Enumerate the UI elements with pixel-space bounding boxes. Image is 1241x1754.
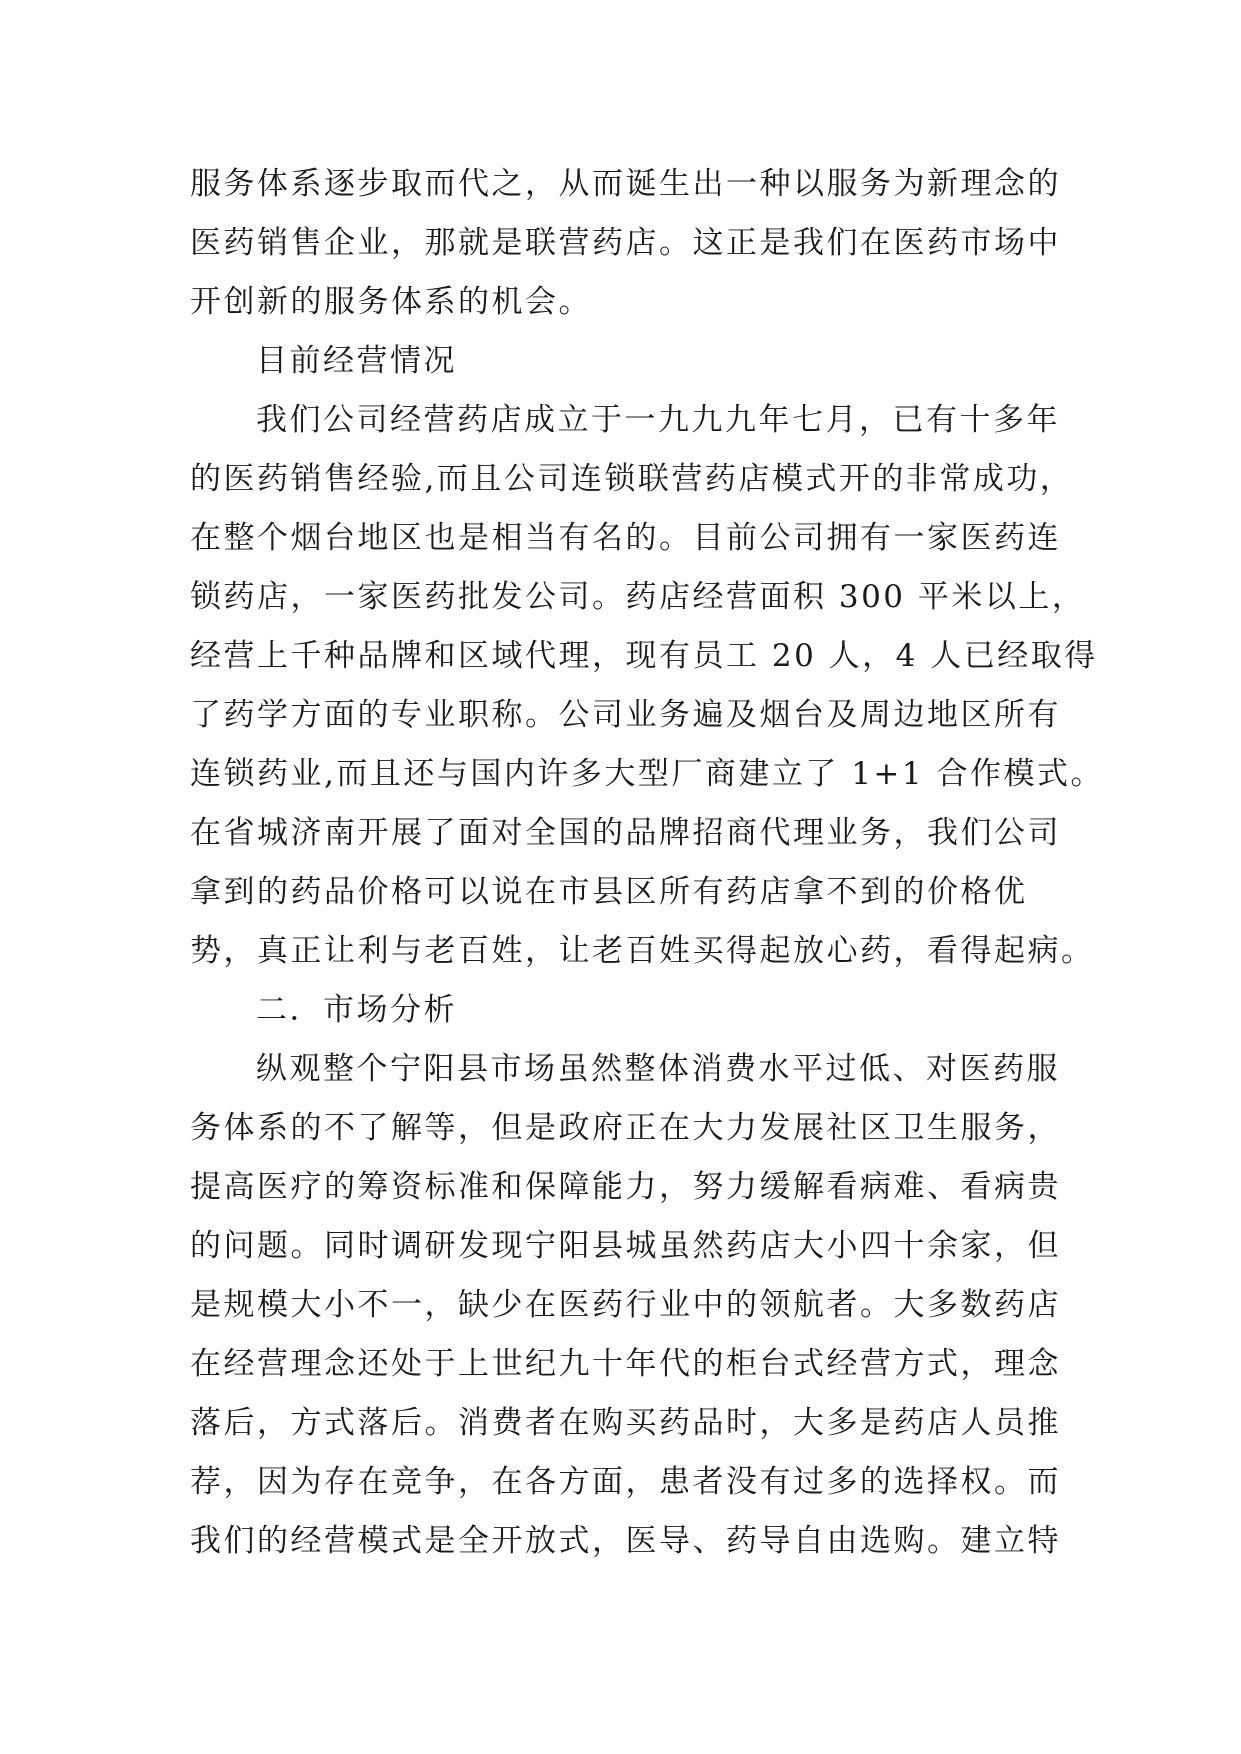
text-line: 势，真正让利与老百姓，让老百姓买得起放心药，看得起病。: [190, 933, 1095, 969]
text-line: 的问题。同时调研发现宁阳县城虽然药店大小四十余家，但: [190, 1228, 1061, 1264]
document-body: [190, 155, 1104, 1571]
text-line: 在省城济南开展了面对全国的品牌招商代理业务，我们公司: [190, 815, 1061, 851]
text-line: 纵观整个宁阳县市场虽然整体消费水平过低、对医药服: [256, 1051, 1060, 1087]
section-heading: 目前经营情况: [256, 343, 457, 379]
text-line: 我们公司经营药店成立于一九九九年七月，已有十多年: [256, 402, 1060, 438]
text-line: 开创新的服务体系的机会。: [190, 284, 592, 320]
text-line: 在整个烟台地区也是相当有名的。目前公司拥有一家医药连: [190, 520, 1061, 556]
text-line: 连锁药业,而且还与国内许多大型厂商建立了 1+1 合作模式。: [190, 756, 1104, 792]
text-line: 我们的经营模式是全开放式，医导、药导自由选购。建立特: [190, 1523, 1061, 1559]
text-line: 锁药店，一家医药批发公司。药店经营面积 300 平米以上，: [190, 579, 1086, 615]
text-line: 荐，因为存在竞争，在各方面，患者没有过多的选择权。而: [190, 1464, 1061, 1500]
text-line: 的医药销售经验,而且公司连锁联营药店模式开的非常成功，: [190, 461, 1074, 497]
text-line: 在经营理念还处于上世纪九十年代的柜台式经营方式，理念: [190, 1346, 1061, 1382]
text-line: 医药销售企业，那就是联营药店。这正是我们在医药市场中: [190, 225, 1061, 261]
text-line: 拿到的药品价格可以说在市县区所有药店拿不到的价格优: [190, 874, 1028, 910]
text-line: 务体系的不了解等，但是政府正在大力发展社区卫生服务，: [190, 1110, 1061, 1146]
text-line: 经营上千种品牌和区域代理，现有员工 20 人，4 人已经取得: [190, 638, 1098, 674]
text-line: 服务体系逐步取而代之，从而诞生出一种以服务为新理念的: [190, 166, 1061, 202]
text-line: 了药学方面的专业职称。公司业务遍及烟台及周边地区所有: [190, 697, 1061, 733]
section-heading: 二．市场分析: [256, 992, 457, 1028]
text-line: 是规模大小不一，缺少在医药行业中的领航者。大多数药店: [190, 1287, 1061, 1323]
text-line: 提高医疗的筹资标准和保障能力，努力缓解看病难、看病贵: [190, 1169, 1061, 1205]
text-line: 落后，方式落后。消费者在购买药品时，大多是药店人员推: [190, 1405, 1061, 1441]
